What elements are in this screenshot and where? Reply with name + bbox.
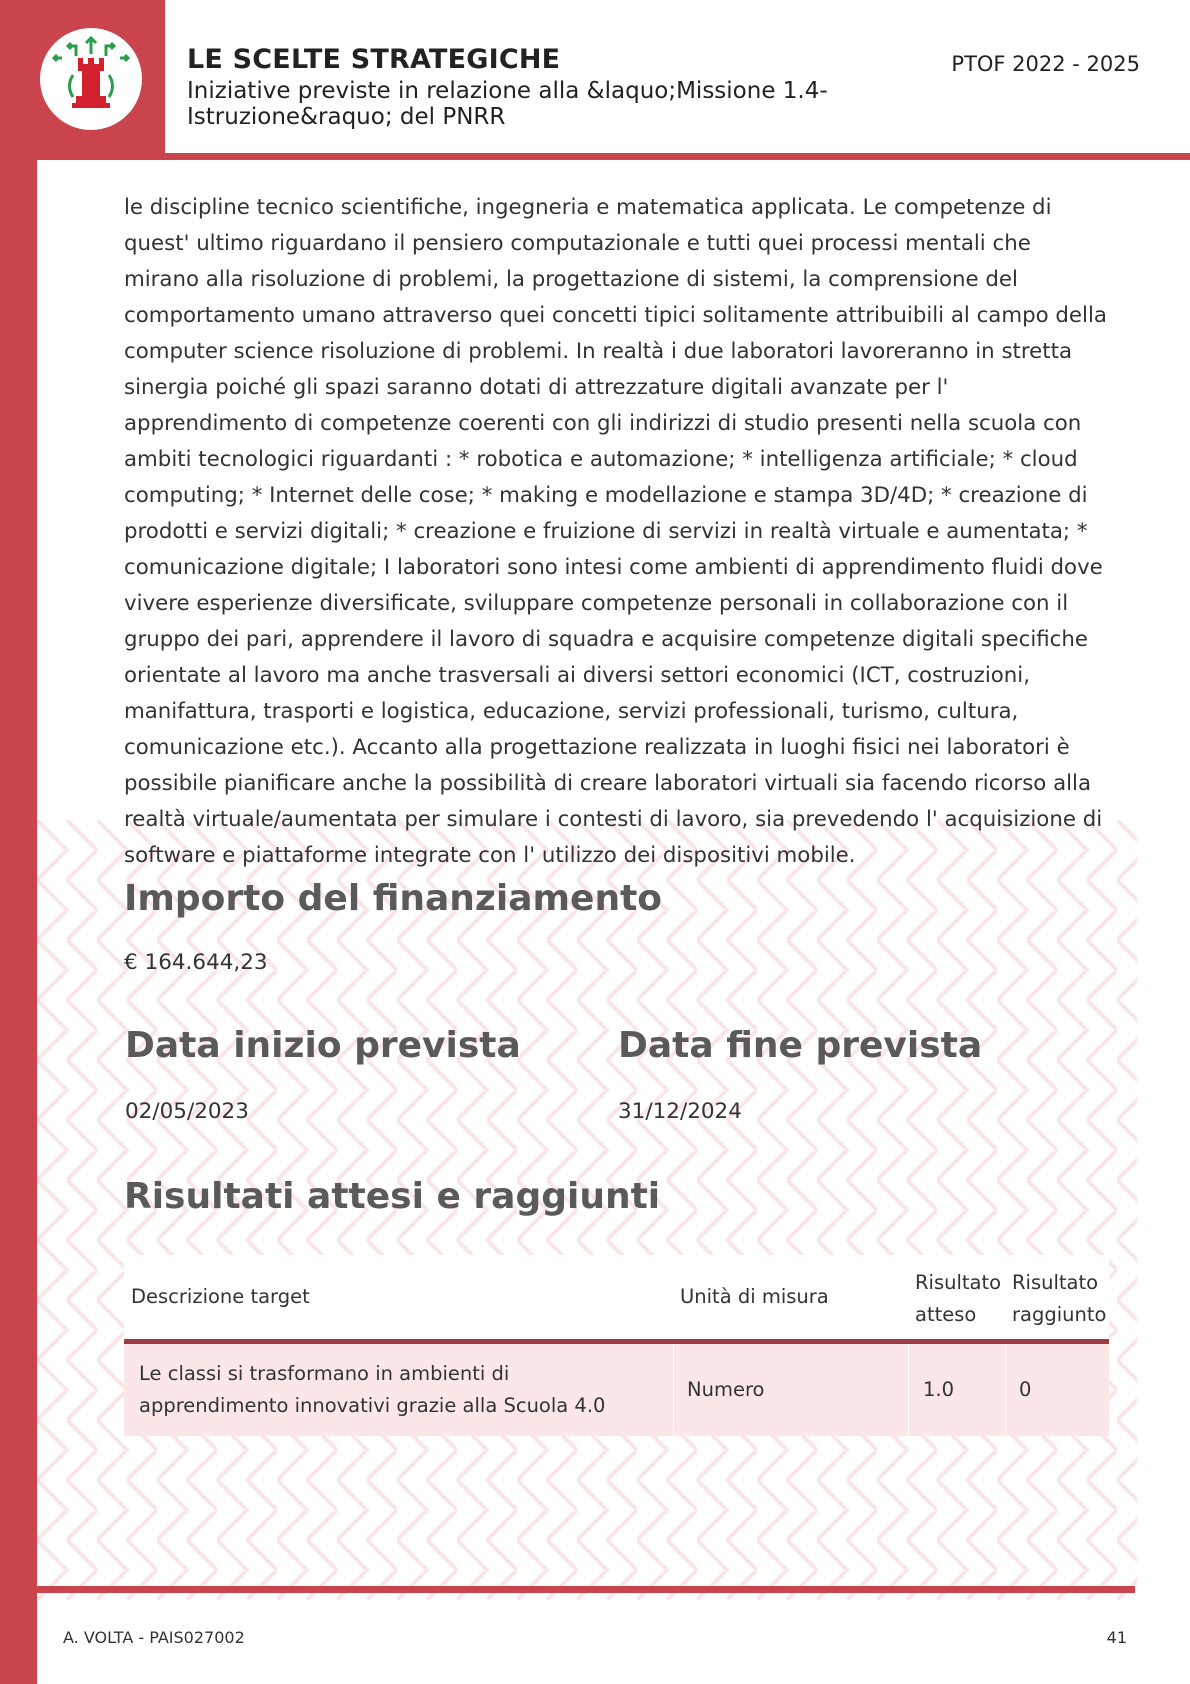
start-date-value: 02/05/2023 (125, 1099, 249, 1124)
footer-school-code: A. VOLTA - PAIS027002 (63, 1628, 245, 1647)
cell-atteso: 1.0 (923, 1378, 955, 1401)
school-tower-logo-icon (40, 28, 142, 130)
page-title: LE SCELTE STRATEGICHE (187, 44, 561, 75)
column-header-raggiunto: Risultato raggiunto (1012, 1271, 1107, 1326)
end-date-value: 31/12/2024 (618, 1099, 742, 1124)
column-separator (1005, 1344, 1006, 1436)
end-date-heading: Data fine prevista (618, 1025, 983, 1066)
results-table (124, 1255, 1109, 1436)
page-number: 41 (1106, 1628, 1127, 1647)
start-date-heading: Data inizio prevista (125, 1025, 521, 1066)
cell-descrizione: Le classi si trasformano in ambienti di apprendimento innovativi grazie alla Scuola 4.0 (139, 1362, 606, 1417)
cell-raggiunto: 0 (1019, 1378, 1032, 1401)
left-accent-band (0, 0, 37, 1684)
page-subtitle: Iniziative previste in relazione alla &laquo;Missione 1.4-Istruzione&raquo; del PNRR (187, 78, 828, 130)
results-heading: Risultati attesi e raggiunti (124, 1176, 661, 1217)
body-paragraph: le discipline tecnico scientifiche, ingegneria e matematica applicata. Le competenze di quest' ultimo riguardano il pensiero computazionale e tutti quei processi mentali che mirano alla risoluzione di problemi, la progettazione di sistemi, la comprensione del comportamento umano attraverso quei concetti tipici solitamente attribuibili al campo della computer science risoluzione di problemi. In realtà i due laboratori lavoreranno in stretta sinergia poiché gli spazi saranno dotati di attrezzature digitali avanzate per l' apprendimento di competenze coerenti con gli indirizzi di studio presenti nella scuola con ambiti tecnologici riguardanti : * robotica e automazione; * intelligenza artificiale; * cloud computing; * Internet delle cose; * making e modellazione e stampa 3D/4D; * creazione di prodotti e servizi digitali; * creazione e fruizione di servizi in realtà virtuale e aumentata; * comunicazione digitale; I laboratori sono intesi come ambienti di apprendimento fluidi dove vivere esperienze diversificate, sviluppare competenze personali in collaborazione con il gruppo dei pari, apprendere il lavoro di squadra e acquisire competenze digitali specifiche orientate al lavoro ma anche trasversali ai diversi settori economici (ICT, costruzioni, manifattura, trasporti e logistica, educazione, servizi professionali, turismo, cultura, comunicazione etc.). Accanto alla progettazione realizzata in luoghi fisici nei laboratori è possibile pianificare anche la possibilità di creare laboratori virtuali sia facendo ricorso alla realtà virtuale/aumentata per simulare i contesti di lavoro, sia prevedendo l' acquisizione di software e piattaforme integrate con l' utilizzo dei dispositivi mobile. (124, 195, 1107, 868)
ptof-label: PTOF 2022 - 2025 (951, 52, 1140, 76)
column-header-unita: Unità di misura (680, 1285, 829, 1308)
column-header-atteso: Risultato atteso (915, 1271, 1002, 1326)
importo-heading: Importo del finanziamento (124, 878, 663, 919)
cell-unita: Numero (687, 1378, 765, 1401)
header-divider (165, 153, 1190, 160)
table-header (124, 1255, 1109, 1344)
column-separator (673, 1344, 674, 1436)
column-separator (908, 1344, 909, 1436)
importo-value: € 164.644,23 (124, 950, 268, 975)
table-row (124, 1344, 1109, 1436)
column-header-descrizione: Descrizione target (131, 1285, 310, 1308)
main-content (124, 190, 1109, 874)
footer-divider (37, 1586, 1135, 1593)
